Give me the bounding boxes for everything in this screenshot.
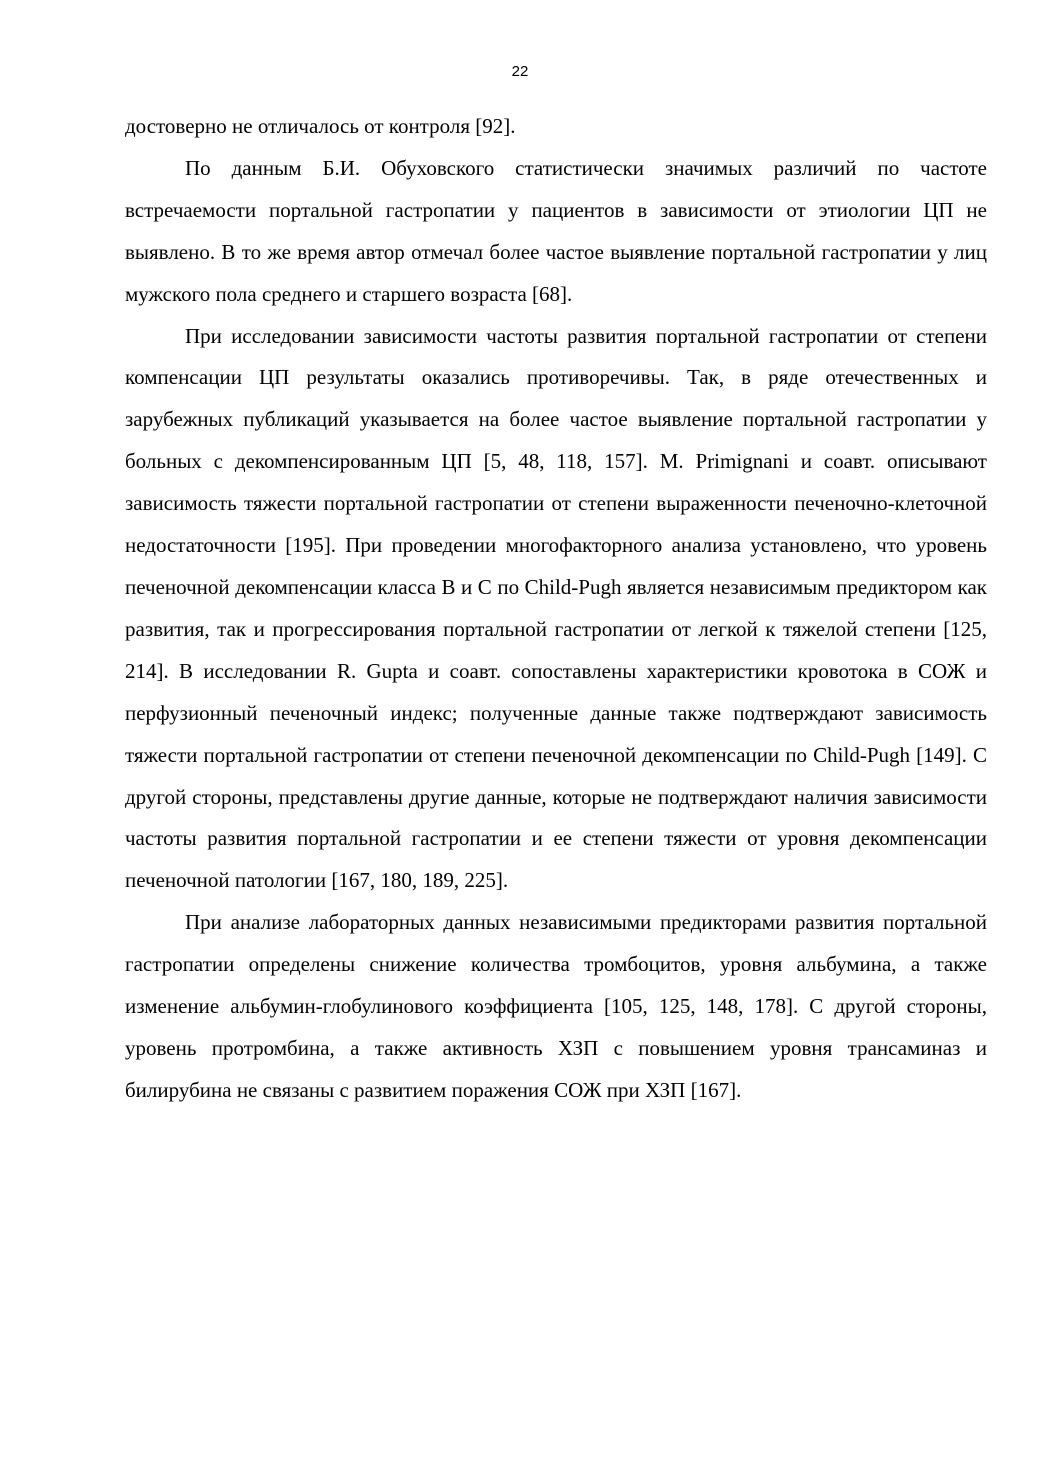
paragraph-compensation: При исследовании зависимости частоты развития портальной гастропатии от степени компенсации ЦП результаты оказались противоречивы. Так, в ряде отечественных и зарубежных публикаций указывается на более частое выявление портальной гастропатии у больных с декомпенсированным ЦП [5, 48, 118, 157]. M. Primignani и соавт. описывают зависимость тяжести портальной гастропатии от степени выраженности печеночно-клеточной недостаточности [195]. При проведении многофакторного анализа установлено, что уровень печеночной декомпенсации класса B и C по Child-Pugh является независимым предиктором как развития, так и прогрессирования портальной гастропатии от легкой к тяжелой степени [125, 214]. В исследовании R. Gupta и соавт. сопоставлены характеристики кровотока в СОЖ и перфузионный печеночный индекс; полученные данные также подтверждают зависимость тяжести портальной гастропатии от степени печеночной декомпенсации по Child-Pugh [149]. С другой стороны, представлены другие данные, которые не подтверждают наличия зависимости частоты развития портальной гастропатии и ее степени тяжести от уровня декомпенсации печеночной патологии [167, 180, 189, 225]. [125, 323, 987, 893]
paragraph-laboratory: При анализе лабораторных данных независимыми предикторами развития портальной гастропатии определены снижение количества тромбоцитов, уровня альбумина, а также изменение альбумин-глобулинового коэффициента [105, 125, 148, 178]. С другой стороны, уровень протромбина, а также активность ХЗП с повышением уровня трансаминаз и билирубина не связаны с развитием поражения СОЖ при ХЗП [167]. [125, 910, 987, 1102]
page-number: 22 [511, 63, 529, 80]
paragraph-obukhovsky: По данным Б.И. Обуховского статистически значимых различий по частоте встречаемости портальной гастропатии у пациентов в зависимости от этиологии ЦП не выявлено. В то же время автор отмечал более частое выявление портальной гастропатии у лиц мужского пола среднего и старшего возраста [68]. [125, 155, 987, 306]
document-body [125, 106, 987, 1112]
paragraph-continuation: достоверно не отличалось от контроля [92]. [125, 114, 516, 138]
